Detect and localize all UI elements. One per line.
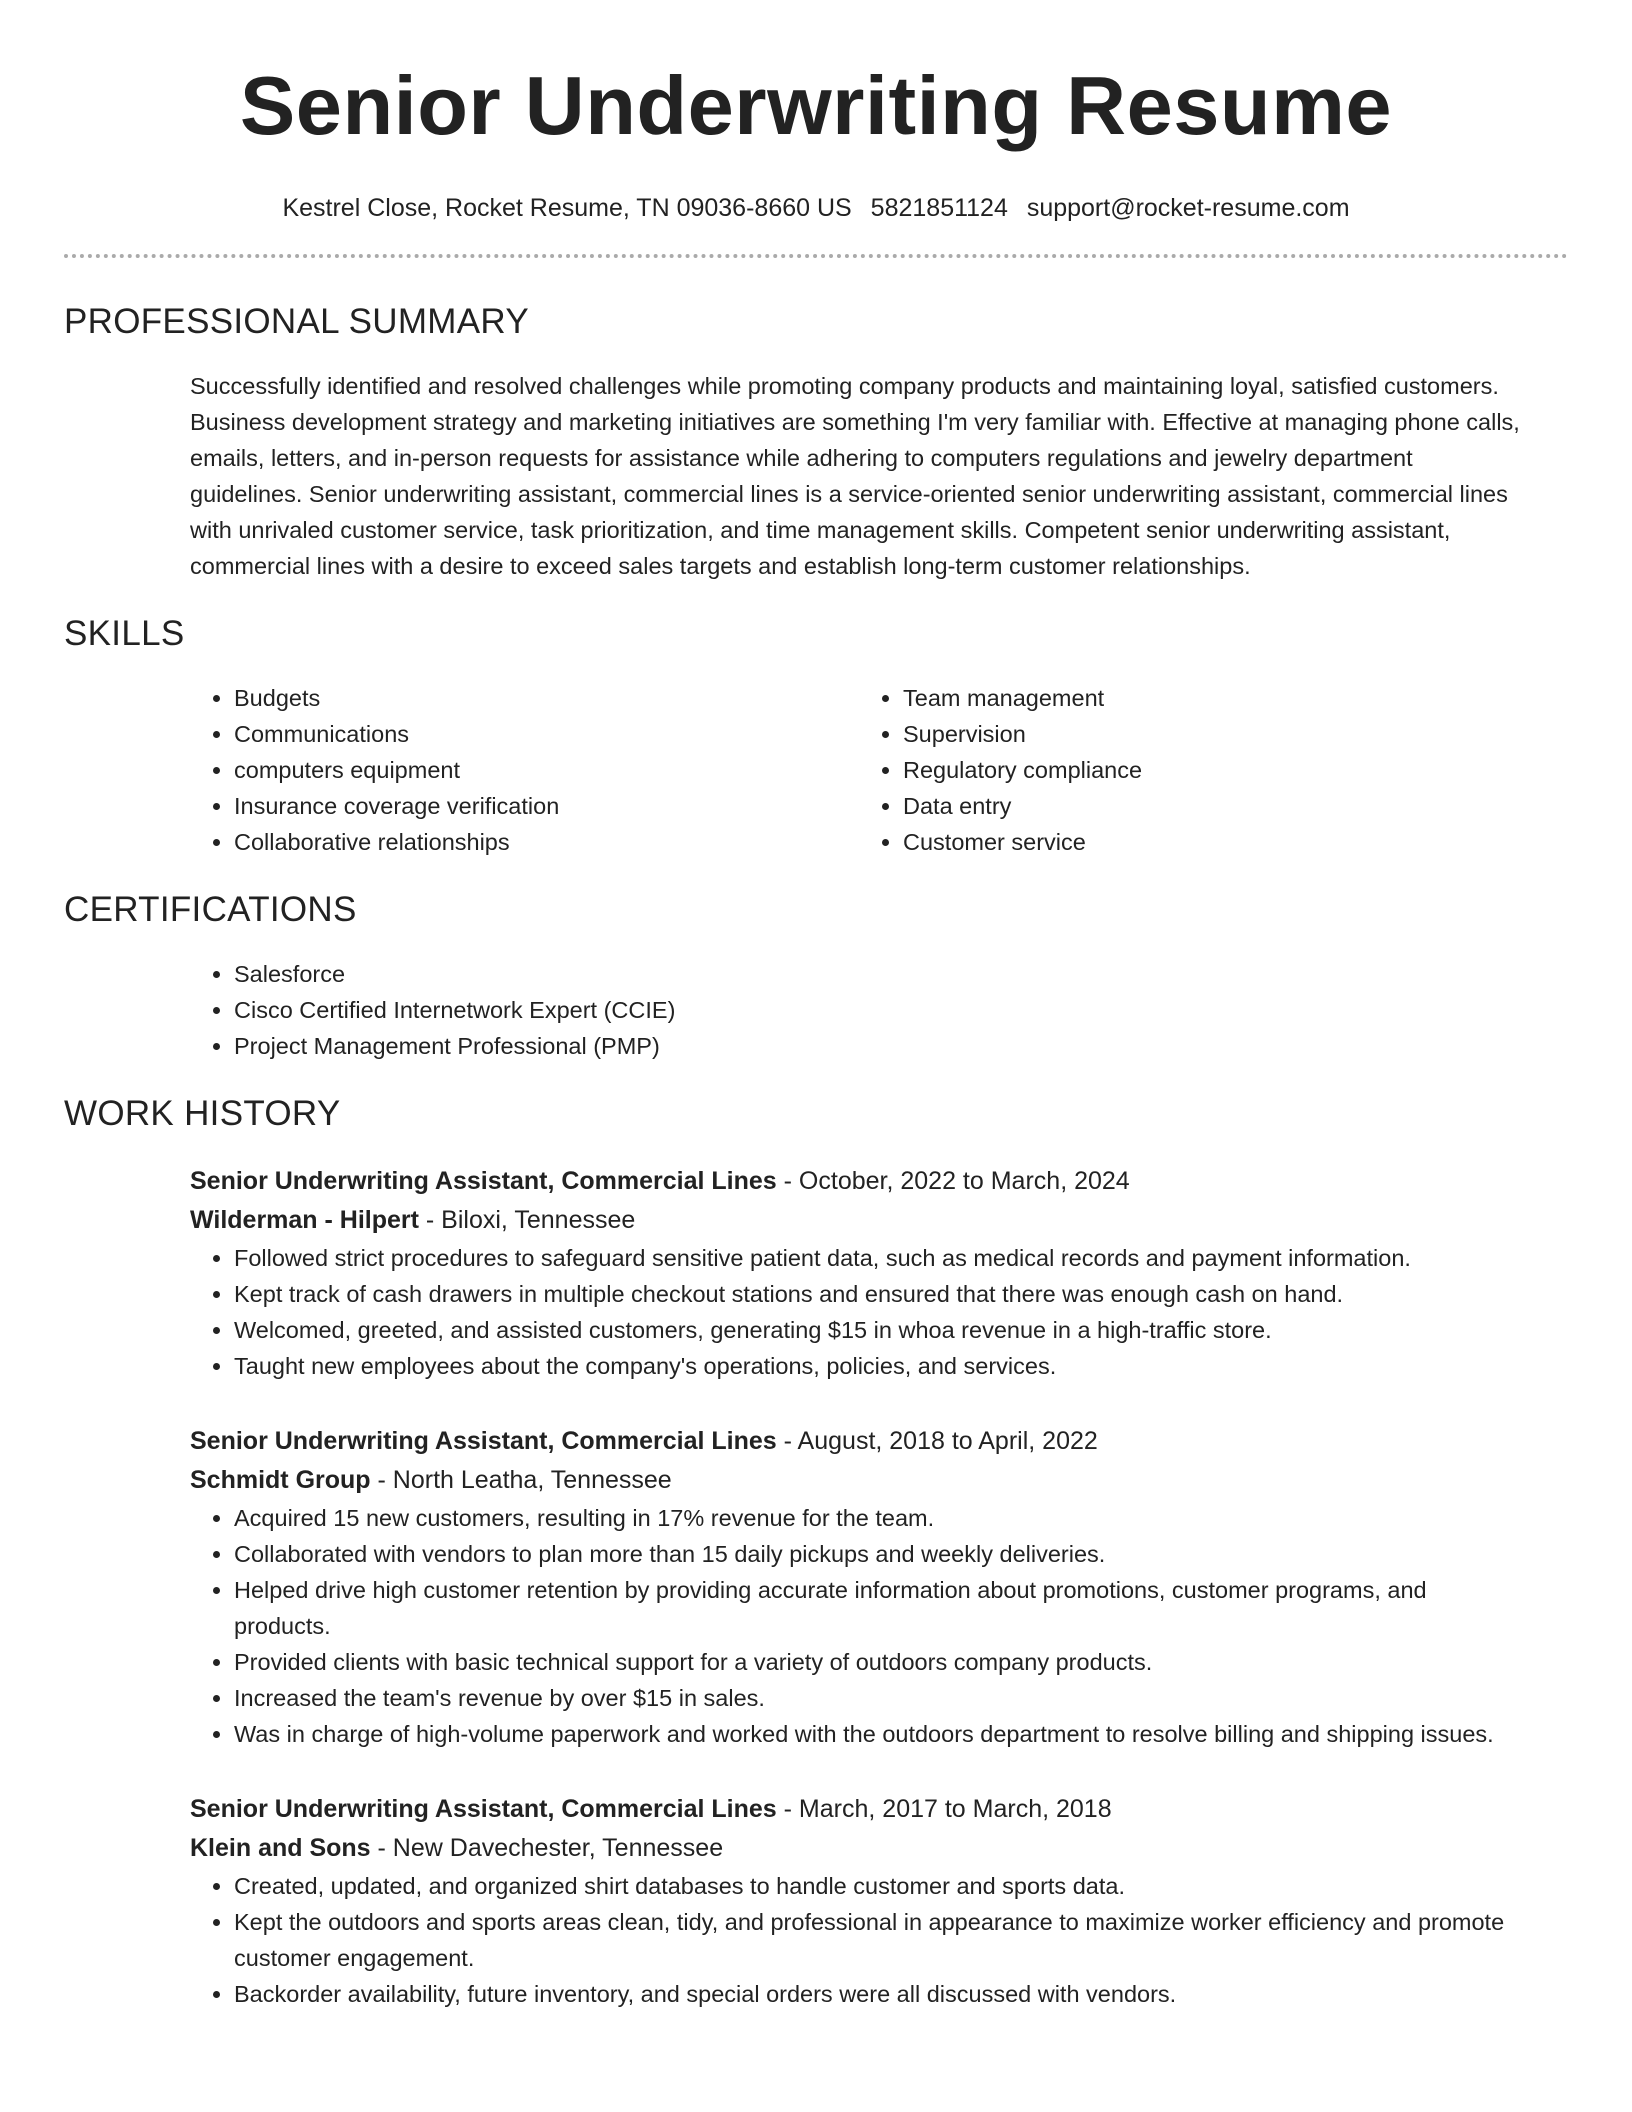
- job-dates: - October, 2022 to March, 2024: [776, 1167, 1130, 1195]
- work-history-body: [190, 1162, 1528, 2012]
- job-dates: - March, 2017 to March, 2018: [776, 1795, 1112, 1823]
- list-item: • Salesforce: [234, 956, 1528, 992]
- list-item: • Kept the outdoors and sports areas clean, tidy, and professional in appearance to maximize worker efficiency and promote customer engagement.: [234, 1904, 1528, 1976]
- skills-list-right: [859, 680, 1528, 860]
- skills-title: SKILLS: [64, 614, 185, 653]
- work-history-title: WORK HISTORY: [64, 1094, 341, 1133]
- job-location: - North Leatha, Tennessee: [370, 1466, 672, 1494]
- certifications-list-wrap: [190, 956, 1528, 1064]
- job-entry: [190, 1790, 1528, 2012]
- summary-title: PROFESSIONAL SUMMARY: [64, 302, 529, 341]
- job-company: Wilderman - Hilpert: [190, 1206, 419, 1234]
- list-item: • Supervision: [903, 716, 1528, 752]
- header-divider: [64, 254, 1568, 258]
- job-entry: [190, 1422, 1528, 1752]
- skills-list-left: [190, 680, 859, 860]
- resume-header: [64, 0, 1568, 224]
- job-bullets: [190, 1500, 1528, 1752]
- job-role-line: [190, 1162, 1528, 1201]
- skills-body: [190, 680, 1528, 860]
- job-role: Senior Underwriting Assistant, Commercial Lines: [190, 1167, 777, 1195]
- list-item: • Regulatory compliance: [903, 752, 1528, 788]
- list-item: • Helped drive high customer retention by providing accurate information about promotions, customer programs, and products.: [234, 1572, 1528, 1644]
- list-item: • Team management: [903, 680, 1528, 716]
- contact-address: Kestrel Close, Rocket Resume, TN 09036-8660 US: [282, 194, 852, 222]
- list-item: • Was in charge of high-volume paperwork and worked with the outdoors department to resolve billing and shipping issues.: [234, 1716, 1528, 1752]
- list-item: • Customer service: [903, 824, 1528, 860]
- job-company-line: [190, 1829, 1528, 1868]
- list-item: • Welcomed, greeted, and assisted customers, generating $15 in whoa revenue in a high-traffic store.: [234, 1312, 1528, 1348]
- job-company: Klein and Sons: [190, 1834, 371, 1862]
- job-dates: - August, 2018 to April, 2022: [776, 1427, 1098, 1455]
- list-item: • Acquired 15 new customers, resulting in 17% revenue for the team.: [234, 1500, 1528, 1536]
- job-role-line: [190, 1422, 1528, 1461]
- list-item: • Budgets: [234, 680, 859, 716]
- list-item: • Increased the team's revenue by over $15 in sales.: [234, 1680, 1528, 1716]
- summary-section: [64, 300, 1568, 584]
- list-item: • Provided clients with basic technical support for a variety of outdoors company products.: [234, 1644, 1528, 1680]
- skills-column-left: [190, 680, 859, 860]
- skills-section: [64, 612, 1568, 860]
- list-item: • computers equipment: [234, 752, 859, 788]
- certifications-title: CERTIFICATIONS: [64, 890, 357, 929]
- contact-line: [64, 192, 1568, 224]
- job-role-line: [190, 1790, 1528, 1829]
- list-item: • Insurance coverage verification: [234, 788, 859, 824]
- list-item: • Collaborative relationships: [234, 824, 859, 860]
- certifications-body: [190, 956, 1528, 1064]
- skills-grid: [190, 680, 1528, 860]
- skills-column-right: [859, 680, 1528, 860]
- summary-body: [190, 368, 1528, 584]
- job-location: - Biloxi, Tennessee: [418, 1206, 636, 1234]
- list-item: • Cisco Certified Internetwork Expert (CCIE): [234, 992, 1528, 1028]
- contact-phone: 5821851124: [870, 194, 1008, 222]
- certifications-list: [190, 956, 1528, 1064]
- job-role: Senior Underwriting Assistant, Commercial Lines: [190, 1427, 777, 1455]
- list-item: • Data entry: [903, 788, 1528, 824]
- job-location: - New Davechester, Tennessee: [370, 1834, 724, 1862]
- job-company: Schmidt Group: [190, 1466, 371, 1494]
- list-item: • Collaborated with vendors to plan more than 15 daily pickups and weekly deliveries.: [234, 1536, 1528, 1572]
- job-bullets: [190, 1868, 1528, 2012]
- summary-text: Successfully identified and resolved challenges while promoting company products and maintaining loyal, satisfied customers. Business development strategy and marketing initiatives are something I'm very familiar with. Effective at managing phone calls, emails, letters, and in-person requests for assistance while adhering to computers regulations and jewelry department guidelines. Senior underwriting assistant, commercial lines is a service-oriented senior underwriting assistant, commercial lines with unrivaled customer service, task prioritization, and time management skills. Competent senior underwriting assistant, commercial lines with a desire to exceed sales targets and establish long-term customer relationships.: [190, 373, 1520, 579]
- list-item: • Project Management Professional (PMP): [234, 1028, 1528, 1064]
- list-item: • Created, updated, and organized shirt databases to handle customer and sports data.: [234, 1868, 1528, 1904]
- certifications-section: [64, 888, 1568, 1064]
- job-company-line: [190, 1461, 1528, 1500]
- job-bullets: [190, 1240, 1528, 1384]
- list-item: • Kept track of cash drawers in multiple checkout stations and ensured that there was enough cash on hand.: [234, 1276, 1528, 1312]
- list-item: • Followed strict procedures to safeguard sensitive patient data, such as medical records and payment information.: [234, 1240, 1528, 1276]
- list-item: • Backorder availability, future inventory, and special orders were all discussed with vendors.: [234, 1976, 1528, 2012]
- job-company-line: [190, 1201, 1528, 1240]
- list-item: • Taught new employees about the company's operations, policies, and services.: [234, 1348, 1528, 1384]
- job-role: Senior Underwriting Assistant, Commercial Lines: [190, 1795, 777, 1823]
- job-entry: [190, 1162, 1528, 1384]
- list-item: • Communications: [234, 716, 859, 752]
- resume-name: Senior Underwriting Resume: [239, 59, 1393, 152]
- contact-email: support@rocket-resume.com: [1026, 194, 1350, 222]
- work-history-section: [64, 1092, 1568, 2012]
